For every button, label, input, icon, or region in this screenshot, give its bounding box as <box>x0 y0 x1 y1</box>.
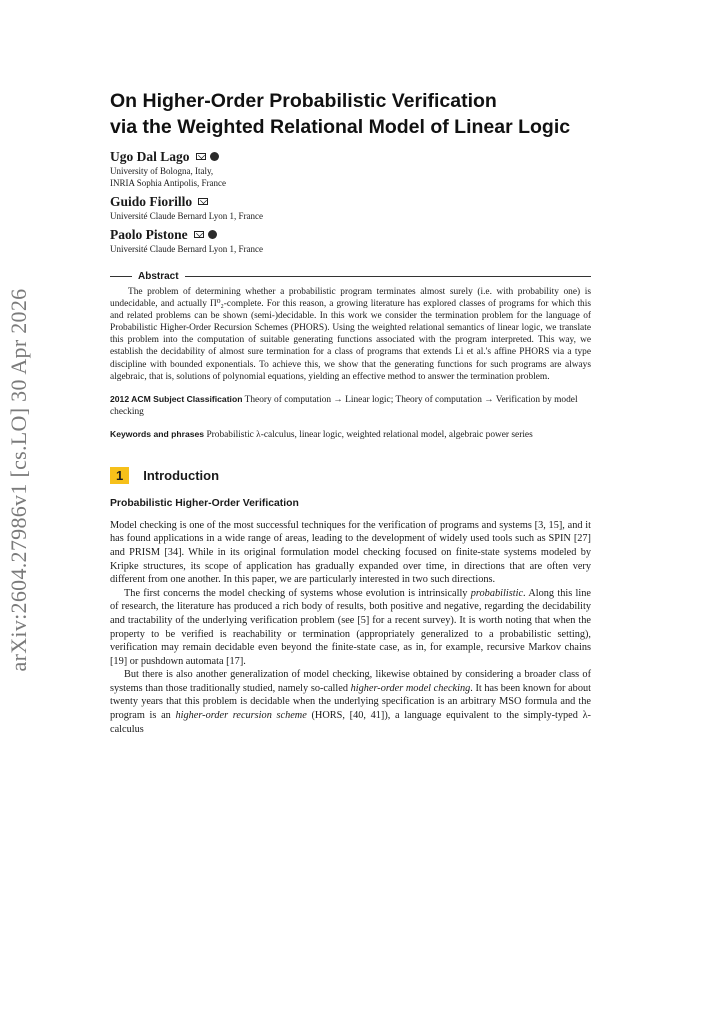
paragraph: But there is also another generalization of model checking, likewise obtained by considering a broader class of systems than those traditionally studied, namely so-called higher-order model checking. It has been known for about twenty years that this problem is decidable when the underlying specification is an arbitrary MSO formula and the program is an higher-order recursion scheme (HORS, [40, 41]), a language equivalent to the simply-typed λ-calculus <box>110 669 591 735</box>
author-name: Ugo Dal Lago <box>110 148 591 165</box>
paragraph: The first concerns the model checking of systems whose evolution is intrinsically probabilistic. Along this line of research, the literature has produced a rich body of results, both positive and negative, regarding the decidability and tractability of the underlying verification problem (see [5] for a recent survey). It is worth noting that when the property to be verified is reachability or termination (appropriately generalized to a probabilistic setting), verification may remain decidable even beyond the finite-state case, as in, for example, recursive Markov chains [19] or pushdown automata [17]. <box>110 587 591 667</box>
section-title: Introduction <box>143 467 220 483</box>
keywords-label: Keywords and phrases <box>110 428 205 439</box>
paper-page <box>110 88 591 736</box>
abstract-text: The problem of determining whether a probabilistic program terminates almost surely (i.e. with probability one) is undecidable, and actually Π⁰₂-complete. For this reason, a growing literature has explored classes of programs for which this and related problems can be shown (semi-)decidable. In this work we consider the termination problem for the language of Probabilistic Higher-Order Recursion Schemes (PHORS). Using the weighted relational semantics of linear logic, we translate this problem into the computation of suitable generating functions associated with the program interpreted. This way, we establish the decidability of almost sure termination for a class of programs that extends Li et al.'s affine PHORS via a type discipline with bounded exponentials. To achieve this, we show that the generating functions for such programs are always algebraic, that is, solutions of polynomial equations, yielding an effective method to answer the termination problem. <box>110 287 591 382</box>
affiliation: University of Bologna, Italy, <box>110 166 214 176</box>
affiliation: INRIA Sophia Antipolis, France <box>110 178 226 188</box>
email-icon[interactable] <box>196 153 206 160</box>
keywords-text: Probabilistic λ-calculus, linear logic, weighted relational model, algebraic power series <box>206 429 533 440</box>
author-name: Guido Fiorillo <box>110 193 591 210</box>
orcid-icon[interactable] <box>210 152 219 161</box>
arxiv-id-text: arXiv:2604.27986v1 [cs.LO] 30 Apr 2026 <box>6 288 31 672</box>
acm-classification <box>110 393 591 418</box>
email-icon[interactable] <box>194 231 204 238</box>
abstract-heading: Abstract <box>110 271 591 282</box>
title-line-2: via the Weighted Relational Model of Linear Logic <box>110 116 571 138</box>
divider <box>185 276 591 277</box>
divider <box>110 276 132 277</box>
section-heading <box>110 467 591 484</box>
section-number: 1 <box>110 467 129 484</box>
author-list <box>110 148 591 255</box>
orcid-icon[interactable] <box>208 230 217 239</box>
keywords <box>110 428 591 441</box>
subsection-heading: Probabilistic Higher-Order Verification <box>110 497 299 509</box>
affiliation: Université Claude Bernard Lyon 1, France <box>110 244 263 254</box>
title-line-1: On Higher-Order Probabilistic Verification <box>110 90 497 112</box>
email-icon[interactable] <box>198 198 208 205</box>
acm-label: 2012 ACM Subject Classification <box>110 393 243 404</box>
acm-text: Theory of computation → Linear logic; Theory of computation → Verification by model checking <box>110 394 578 417</box>
paper-title <box>110 88 591 140</box>
author-name: Paolo Pistone <box>110 226 591 243</box>
paragraph: Model checking is one of the most successful techniques for the verification of programs and systems [3, 15], and it has found applications in a wide range of areas, leading to the development of widely used tools such as SPIN [27] and PRISM [34]. While in its original formulation model checking focused on finite-state systems modeled by Kripke structures, its scope of application has gradually expanded over time, in directions that are often very different from one another. In this paper, we are particularly interested in two such directions. <box>110 519 591 586</box>
affiliation: Université Claude Bernard Lyon 1, France <box>110 211 263 221</box>
